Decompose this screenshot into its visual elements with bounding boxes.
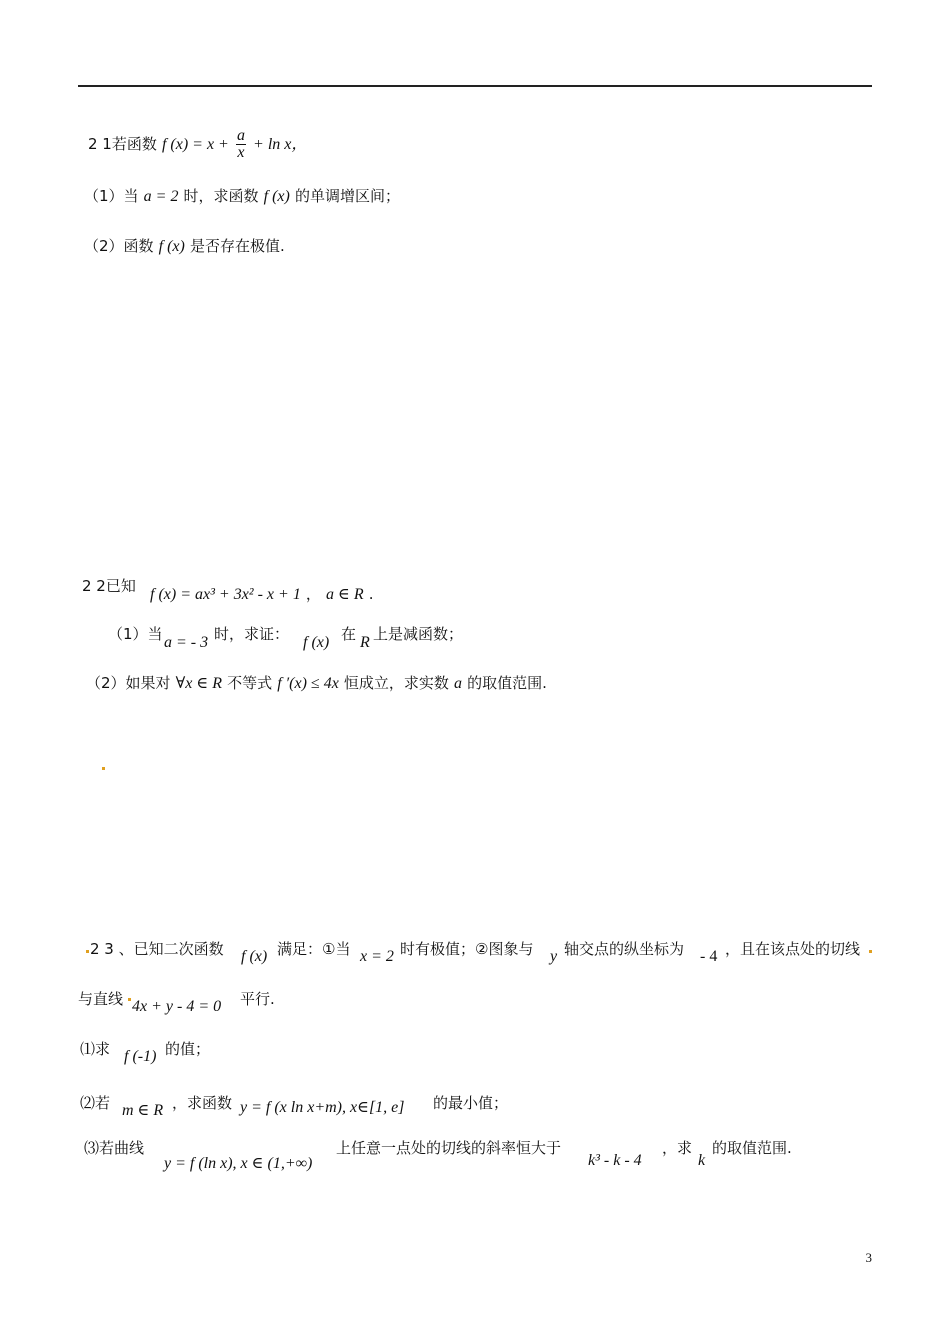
q23-p2-b: m ∈ R (122, 1102, 164, 1119)
q23-value: - 4 (700, 948, 718, 965)
q22-statement (82, 575, 136, 596)
q23-p2-d: y = f (x ln x+m), x∈[1, e] (240, 1099, 405, 1116)
q23-line2-c: 平行. (240, 990, 275, 1008)
q21-statement (88, 128, 307, 161)
q23-p3-a: ⑶若曲线 (84, 1139, 145, 1157)
q21-p2-b: f (x) (158, 238, 185, 255)
q22-p1-f: R (360, 634, 370, 651)
header-rule (78, 85, 872, 87)
q22-dot: . (368, 585, 374, 603)
q23-p3-f: k (698, 1152, 706, 1169)
q22-function: f (x) = ax³ + 3x² - x + 1 (150, 586, 301, 603)
q22-p2-b: ∀x ∈ R (175, 675, 223, 692)
q23-t3: 轴交点的纵坐标为 (564, 940, 685, 958)
q22-intro: 2 2已知 (82, 577, 136, 595)
q21-function: f (x) = x + (161, 136, 229, 153)
accent-dot (128, 998, 131, 1001)
q23-function: f (x) (241, 948, 268, 965)
q21-frac-numerator: a (236, 127, 245, 144)
accent-dot (102, 767, 105, 770)
q21-part2 (84, 235, 285, 256)
q21-tail: + ln x， (253, 136, 308, 153)
q23-p1-a: ⑴求 (80, 1040, 111, 1058)
q23-p2-a: ⑵若 (80, 1094, 111, 1112)
q21-p2-c: 是否存在极值. (189, 237, 285, 255)
q23-p3-c: 上任意一点处的切线的斜率恒大于 (336, 1139, 562, 1157)
q22-p1-a: （1）当 (108, 625, 163, 643)
q21-p2-a: （2）函数 (84, 237, 154, 255)
accent-dot (86, 950, 89, 953)
q22-part1-label (108, 623, 163, 644)
q23-line2-b: 4x + y - 4 = 0 (132, 998, 222, 1015)
q23-t1: 满足：①当 (277, 940, 351, 958)
q21-part1 (84, 185, 400, 206)
q23-c1: x = 2 (360, 948, 394, 965)
q21-p1-e: 的单调增区间； (294, 187, 400, 205)
q22-p2-a: （2）如果对 (86, 674, 171, 692)
q21-p1-a: （1）当 (84, 187, 139, 205)
q23-t2: 时有极值；②图象与 (400, 940, 534, 958)
q23-p3-b: y = f (ln x), x ∈ (1,+∞) (164, 1155, 313, 1172)
q23-t4: ，且在该点处的切线 (725, 940, 861, 958)
q22-p1-g: 上是减函数； (373, 625, 464, 643)
q21-p1-b: a = 2 (143, 188, 179, 205)
q21-frac-denominator: x (237, 144, 245, 161)
q22-p1-c: 时，求证： (214, 625, 290, 643)
q21-intro: 2 1若函数 (88, 135, 157, 153)
q22-part2 (86, 672, 547, 693)
q22-p2-e: 恒成立，求实数 (343, 674, 449, 692)
q23-p3-d: k³ - k - 4 (588, 1152, 642, 1169)
accent-dot (869, 950, 872, 953)
q22-p2-f: a (454, 675, 463, 692)
q22-p2-c: 不等式 (227, 674, 273, 692)
q23-p2-e: 的最小值； (433, 1094, 509, 1112)
q22-formula-line (150, 583, 374, 604)
q21-p1-c: 时，求函数 (183, 187, 259, 205)
q23-intro: 2 3 、已知二次函数 (90, 940, 224, 958)
q22-p2-g: 的取值范围. (467, 674, 547, 692)
q23-p3-g: 的取值范围. (712, 1139, 792, 1157)
q23-y: y (550, 948, 558, 965)
q22-comma: ， (305, 585, 321, 603)
q23-p1-b: f (-1) (124, 1048, 157, 1065)
q22-p1-b: a = - 3 (164, 634, 209, 651)
q22-condition: a ∈ R (326, 586, 364, 603)
q22-p1-d: f (x) (303, 634, 330, 651)
q23-line2-a: 与直线 (78, 990, 124, 1008)
q23-p1-c: 的值； (165, 1040, 211, 1058)
q21-p1-d: f (x) (263, 188, 290, 205)
q23-p2-c: ，求函数 (172, 1094, 233, 1112)
q22-p1-e: 在 (341, 625, 357, 643)
page-number: 3 (865, 1250, 872, 1265)
q21-fraction (236, 128, 246, 161)
q22-p2-d: f ′(x) ≤ 4x (277, 675, 339, 692)
q23-p3-e: ，求 (662, 1139, 693, 1157)
